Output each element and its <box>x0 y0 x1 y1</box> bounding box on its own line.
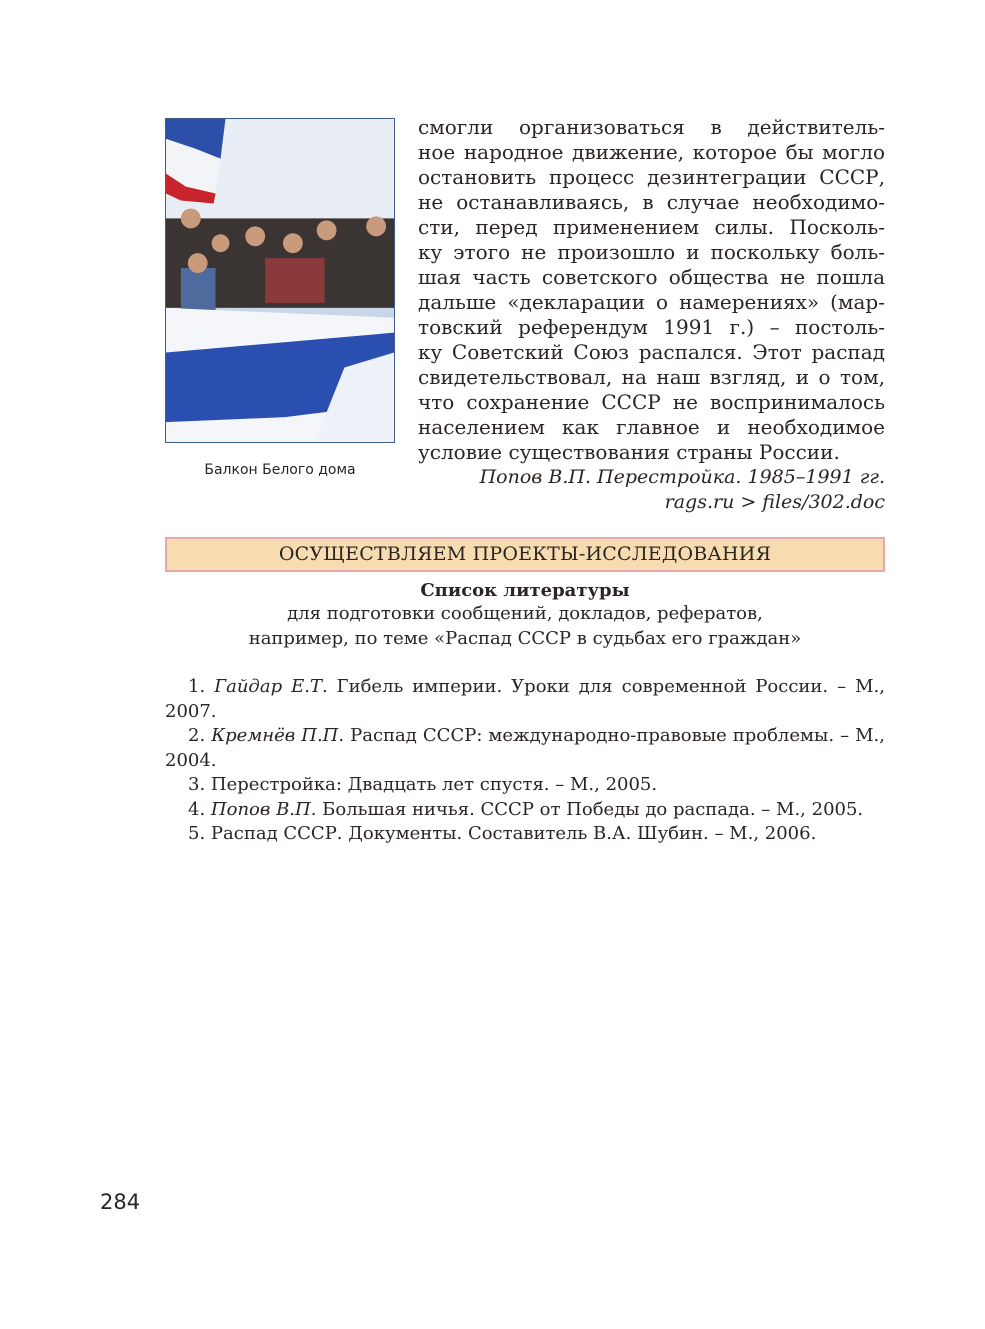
section-banner: ОСУЩЕСТВЛЯЕМ ПРОЕКТЫ-ИССЛЕДОВАНИЯ <box>165 537 885 572</box>
quote-line: ное народное движение, которое бы могло <box>418 140 885 164</box>
bibliography-item <box>165 675 885 724</box>
literature-subtitle <box>165 601 885 651</box>
photo-caption: Балкон Белого дома <box>204 462 356 478</box>
item-text: Распад СССР. Документы. Составитель В.А. Шубин. – М., 2006. <box>210 823 817 844</box>
quote-text <box>418 115 885 465</box>
quote-line: населением как главное и необходимое <box>418 415 885 439</box>
quote-line: остановить процесс дезинтеграции СССР, <box>418 165 885 189</box>
item-number: 1. <box>188 676 206 697</box>
item-number: 3. <box>188 774 206 795</box>
quote-line: дальше «декларации о намерениях» (мар- <box>418 290 885 314</box>
item-author: Попов В.П. <box>210 798 317 820</box>
bibliography-item <box>165 724 885 773</box>
quote-line: ку Советский Союз распался. Этот распад <box>418 340 885 364</box>
source-citation: Попов В.П. Перестройка. 1985–1991 гг. <box>479 466 885 488</box>
page-number: 284 <box>100 1190 141 1214</box>
bibliography-item <box>165 822 885 847</box>
quote-line: ку этого не произошло и поскольку боль- <box>418 240 885 264</box>
item-text: Гибель империи. Уроки для современной России. – М., 2007. <box>165 676 885 722</box>
quote-line: условие существования страны России. <box>418 440 840 464</box>
flag-photo-icon <box>166 119 394 442</box>
quote-line: что сохранение СССР не воспринималось <box>418 390 885 414</box>
bibliography-item <box>165 773 885 798</box>
item-number: 5. <box>188 823 206 844</box>
quote-source <box>418 465 885 515</box>
white-house-balcony-photo <box>165 118 395 443</box>
bibliography-item <box>165 798 885 823</box>
literature-title: Список литературы <box>420 580 630 601</box>
subtitle-line: для подготовки сообщений, докладов, рефератов, <box>287 603 763 624</box>
quote-line: шая часть советского общества не пошла <box>418 265 885 289</box>
item-author: Кремнёв П.П. <box>211 725 345 746</box>
item-text: Распад СССР: международно-правовые проблемы. – М., 2004. <box>165 725 885 771</box>
quote-line: сти, перед применением силы. Посколь- <box>418 215 885 239</box>
quote-line: свидетельствовал, на наш взгляд, и о том, <box>418 365 885 389</box>
item-text: Перестройка: Двадцать лет спустя. – М., 2005. <box>210 774 658 795</box>
item-number: 4. <box>188 798 206 820</box>
quote-line: не останавливаясь, в случае необходимо- <box>418 190 885 214</box>
item-author: Гайдар Е.Т. <box>214 676 328 697</box>
quote-line: товский референдум 1991 г.) – постоль- <box>418 315 885 339</box>
quote-line: смогли организоваться в действитель- <box>418 115 885 139</box>
source-link: rags.ru > files/302.doc <box>664 491 885 513</box>
item-number: 2. <box>188 725 206 746</box>
bibliography-list <box>165 675 885 847</box>
subtitle-line: например, по теме «Распад СССР в судьбах его граждан» <box>248 628 802 649</box>
item-text: Большая ничья. СССР от Победы до распада. – М., 2005. <box>316 798 864 820</box>
